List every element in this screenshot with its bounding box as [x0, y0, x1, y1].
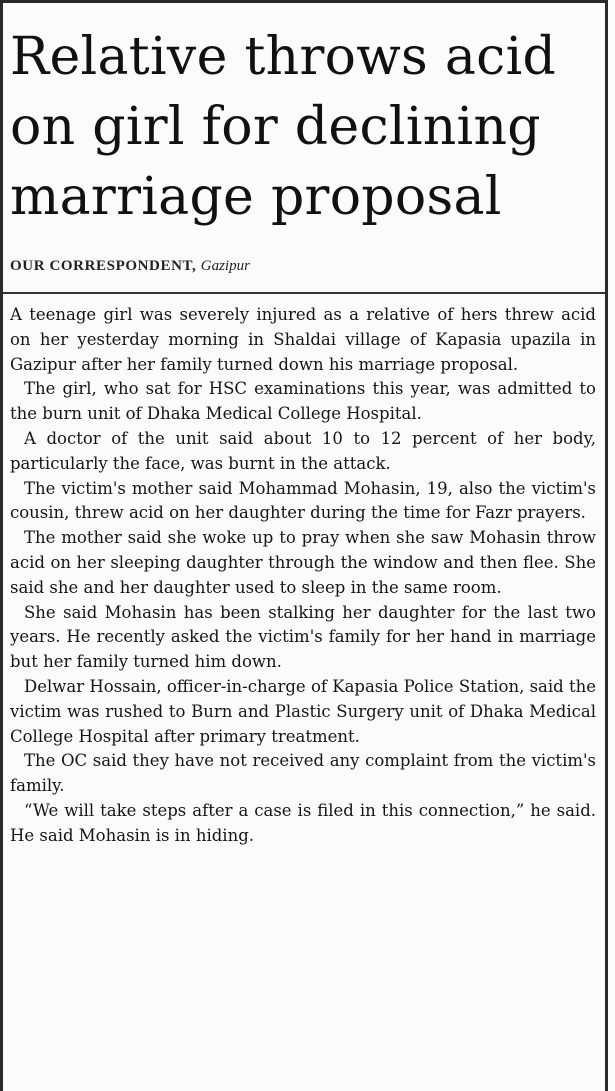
headline-line-1: Relative throws acid: [10, 27, 557, 87]
paragraph-6: She said Mohasin has been stalking her daughter for the last two years. He recently asked the victim's family for her hand in marriage but her family turned him down.: [10, 602, 596, 672]
byline-author: OUR CORRESPONDENT,: [10, 258, 197, 274]
clipping-border-left: [0, 0, 3, 1091]
paragraph-3: A doctor of the unit said about 10 to 12 percent of her body, particularly the face, was burnt in the attack.: [10, 428, 596, 473]
headline-line-2: on girl for declining: [10, 97, 541, 157]
paragraph-4: The victim's mother said Mohammad Mohasin, 19, also the victim's cousin, threw acid on her daughter during the time for Fazr prayers.: [10, 478, 596, 523]
paragraph-5: The mother said she woke up to pray when she saw Mohasin throw acid on her sleeping daughter through the window and then flee. She said she and her daughter used to sleep in the same room.: [10, 528, 596, 597]
byline: [10, 258, 250, 275]
byline-location: Gazipur: [200, 258, 250, 274]
headline: [10, 22, 605, 232]
clipping-border-top: [0, 0, 605, 3]
article-body: [10, 303, 596, 849]
clipping-border-right: [605, 0, 608, 1091]
headline-line-3: marriage proposal: [10, 167, 502, 227]
paragraph-2: The girl, who sat for HSC examinations this year, was admitted to the burn unit of Dhaka Medical College Hospital.: [10, 379, 596, 424]
paragraph-9: “We will take steps after a case is filed in this connection,” he said. He said Mohasin is in hiding.: [10, 800, 596, 845]
paragraph-8: The OC said they have not received any complaint from the victim's family.: [10, 751, 596, 796]
paragraph-1: A teenage girl was severely injured as a relative of hers threw acid on her yesterday morning in Shaldai village of Kapasia upazila in Gazipur after her family turned down his marriage proposal.: [10, 305, 596, 374]
paragraph-7: Delwar Hossain, officer-in-charge of Kapasia Police Station, said the victim was rushed to Burn and Plastic Surgery unit of Dhaka Medical College Hospital after primary treatment.: [10, 676, 596, 746]
byline-divider: [3, 292, 605, 294]
